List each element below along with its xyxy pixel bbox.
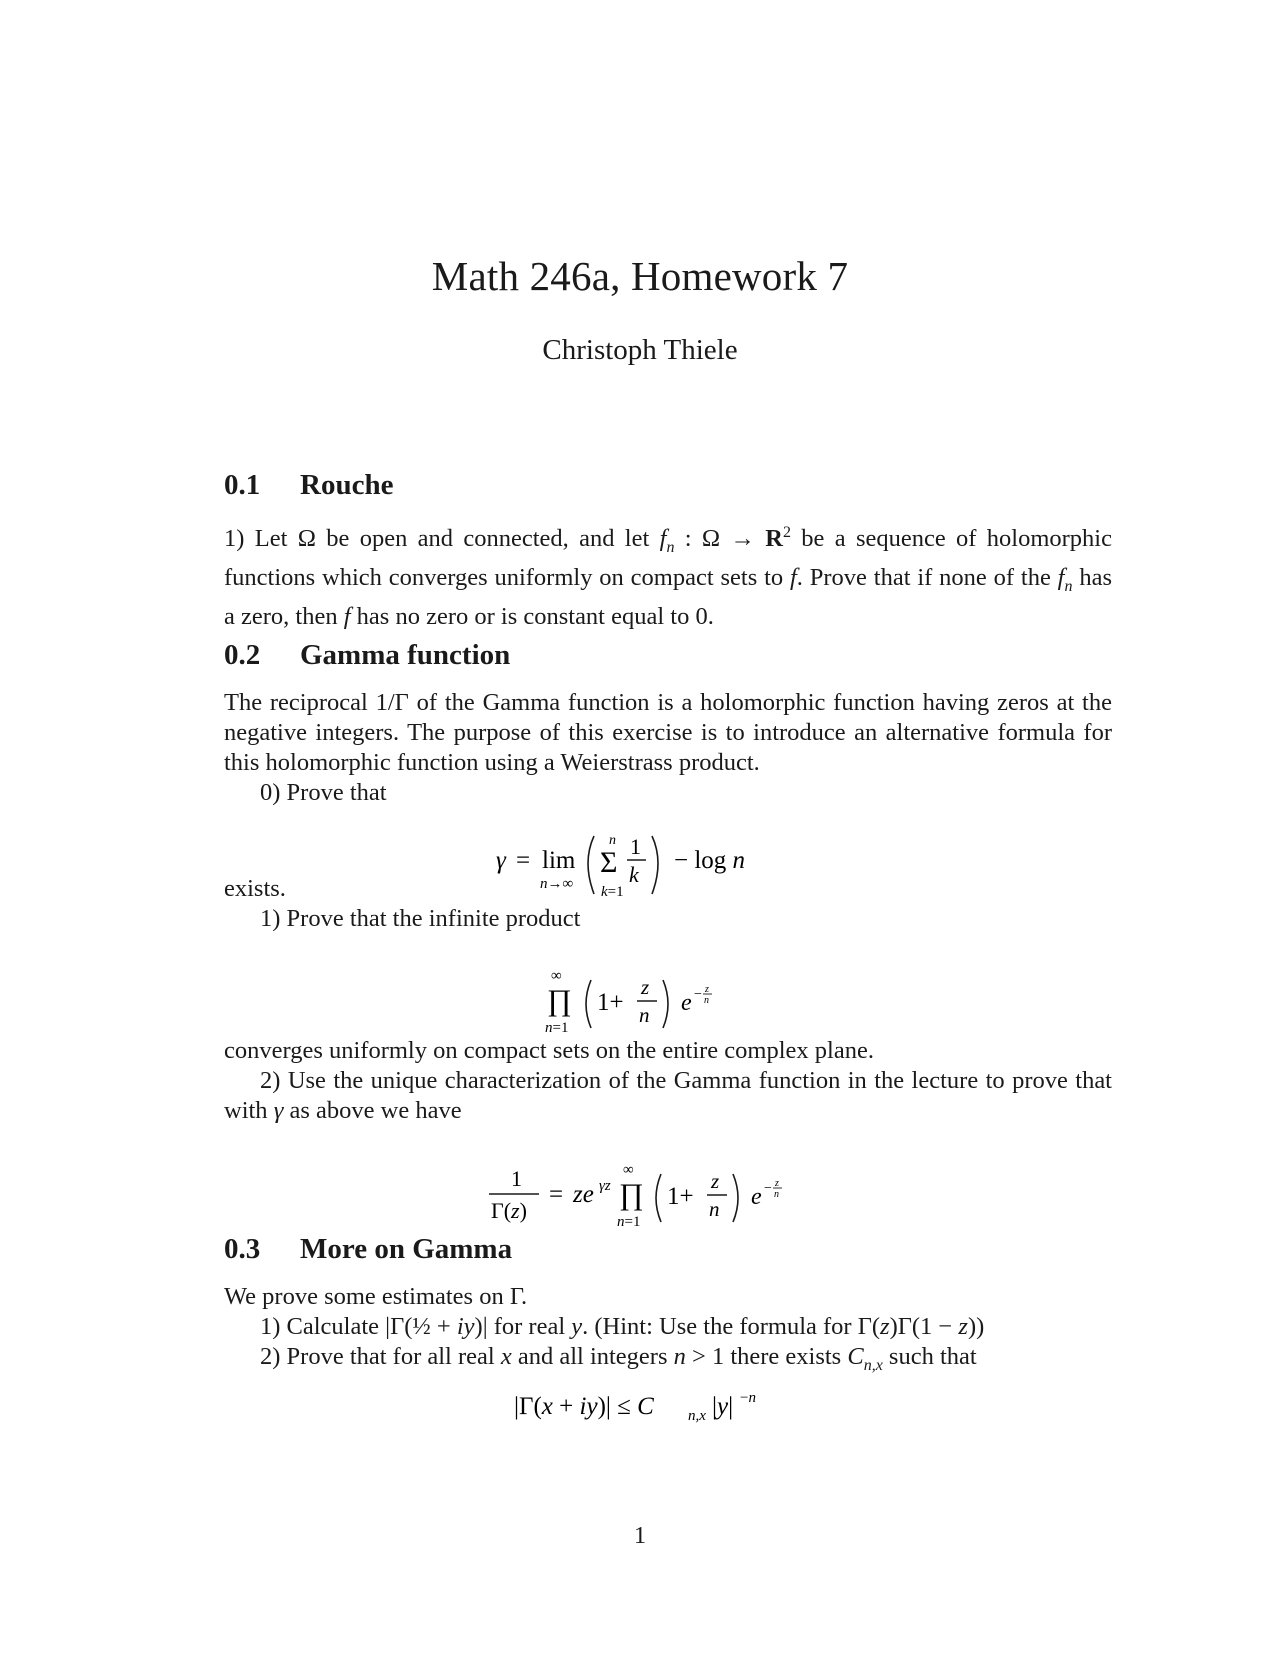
svg-text:∏: ∏ <box>619 1178 644 1211</box>
svg-text:ze: ze <box>573 1181 594 1208</box>
equation-estimate <box>0 1386 1280 1426</box>
svg-text:n,x: n,x <box>688 1408 706 1424</box>
svg-text:n=1: n=1 <box>617 1214 641 1230</box>
section-heading-gamma-function <box>224 639 510 672</box>
svg-text:=: = <box>516 847 531 874</box>
svg-text:γz: γz <box>599 1178 611 1194</box>
svg-text:∞: ∞ <box>623 1162 634 1178</box>
paragraph: The reciprocal 1/Γ of the Gamma function is a holomorphic function having zeros at the negative integers. The purpose of this exercise is to introduce an alternative formula for this holomorphic function using a Weierstrass product. <box>224 689 1112 776</box>
paragraph: 2) Use the unique characterization of the Gamma function in the lecture to prove that with γ as above we have <box>224 1067 1112 1124</box>
paragraph: 1) Let Ω be open and connected, and let $f_n$ : $\Omega \to R^2$ be a sequence of holomorphic functions which converges uniformly on compact sets to f. Prove that if none of the $f_n$ has a zero, then f has no zero or is constant equal to 0. <box>224 524 1112 630</box>
svg-text:n→∞: n→∞ <box>540 876 574 892</box>
equation-weierstrass-product <box>0 1160 1280 1242</box>
svg-text:z: z <box>711 1169 720 1193</box>
svg-text:−n: −n <box>740 1390 756 1406</box>
paragraph: converges uniformly on compact sets on the entire complex plane. <box>224 1037 874 1064</box>
svg-text:=: = <box>549 1181 564 1208</box>
section-number: 0.2 <box>224 639 261 671</box>
svg-text:γ: γ <box>496 847 506 874</box>
paragraph: 2) Prove that for all real x and all integers n > 1 there exists $C_{n,x}$ such that <box>260 1343 977 1374</box>
svg-text:−: − <box>764 1181 772 1196</box>
svg-text:k: k <box>629 862 639 887</box>
section-body-gamma-1 <box>224 874 1112 934</box>
paragraph: We prove some estimates on Γ. <box>224 1283 528 1310</box>
svg-text:z: z <box>641 975 650 999</box>
equation-infinite-product <box>0 966 1280 1046</box>
paragraph: 1) Calculate |Γ(½ + iy)| for real y. (Hint: Use the formula for Γ(z)Γ(1 − z)) <box>260 1313 985 1340</box>
svg-text:lim: lim <box>542 847 576 874</box>
svg-text:z: z <box>705 984 709 995</box>
svg-text:∏: ∏ <box>547 984 572 1017</box>
svg-text:− log n: − log n <box>674 847 746 874</box>
section-heading-more-on-gamma <box>224 1233 512 1266</box>
section-body-rouche <box>224 518 1112 632</box>
section-body-gamma-2 <box>224 1036 1112 1126</box>
svg-text:n=1: n=1 <box>545 1020 569 1036</box>
svg-text:z: z <box>775 1178 779 1189</box>
paragraph: 1) Prove that the infinite product <box>260 905 581 932</box>
section-body-gamma-intro <box>224 688 1112 808</box>
svg-text:n: n <box>704 995 709 1006</box>
svg-text:∞: ∞ <box>551 968 562 984</box>
paragraph: exists. <box>224 875 286 902</box>
svg-text:n: n <box>639 1003 650 1027</box>
svg-text:k=1: k=1 <box>601 884 624 900</box>
svg-text:1: 1 <box>630 834 641 859</box>
section-number: 0.3 <box>224 1233 261 1265</box>
svg-text:−: − <box>694 987 702 1002</box>
section-body-more-gamma <box>224 1282 1112 1381</box>
section-title: More on Gamma <box>300 1233 513 1265</box>
svg-text:n: n <box>709 1197 720 1221</box>
svg-text:|y|: |y| <box>712 1393 734 1420</box>
paragraph: 0) Prove that <box>260 779 387 806</box>
svg-text:1+: 1+ <box>597 989 624 1016</box>
svg-text:Γ(z): Γ(z) <box>491 1198 527 1223</box>
svg-text:n: n <box>774 1189 779 1200</box>
page-number: 1 <box>633 1522 647 1549</box>
section-heading-rouche <box>224 469 393 502</box>
svg-text:n: n <box>609 833 616 848</box>
svg-text:1: 1 <box>511 1166 522 1191</box>
svg-text:1+: 1+ <box>667 1183 694 1210</box>
document-title: Math 246a, Homework 7 <box>431 253 849 299</box>
svg-text:e: e <box>681 990 692 1016</box>
section-number: 0.1 <box>224 469 261 501</box>
svg-text:Σ: Σ <box>600 846 618 879</box>
svg-text:e: e <box>751 1184 762 1210</box>
section-title: Rouche <box>300 469 394 501</box>
document-author: Christoph Thiele <box>542 334 738 366</box>
svg-text:|Γ(x + iy)| ≤ C: |Γ(x + iy)| ≤ C <box>514 1393 654 1420</box>
section-title: Gamma function <box>300 639 511 671</box>
